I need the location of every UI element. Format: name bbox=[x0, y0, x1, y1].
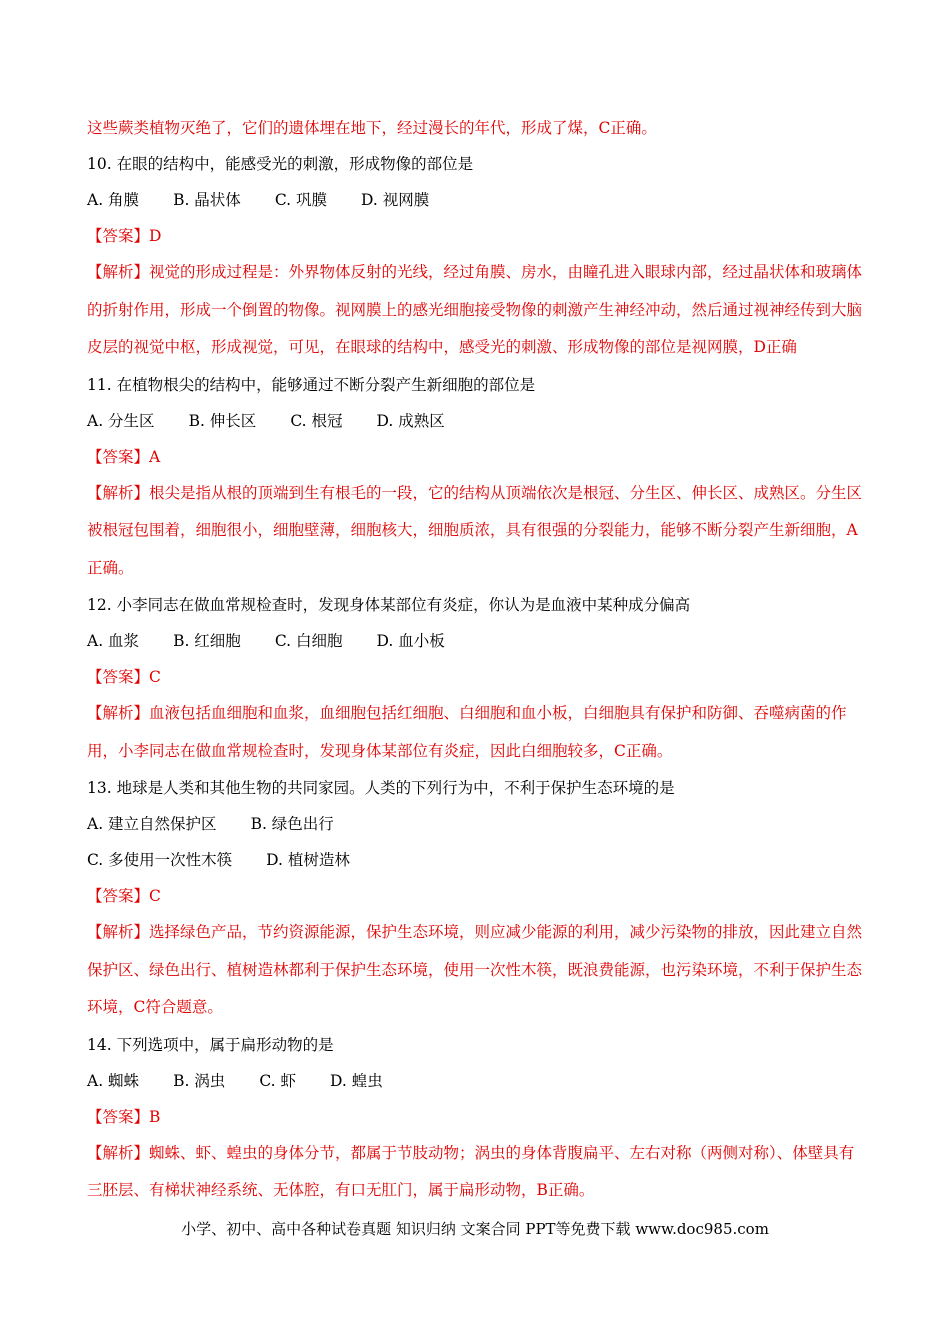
option: D. 成熟区 bbox=[376, 411, 445, 430]
question-13-options-row2 bbox=[87, 842, 867, 878]
option: B. 伸长区 bbox=[188, 411, 257, 430]
question-11: 11. 在植物根尖的结构中，能够通过不断分裂产生新细胞的部位是 bbox=[87, 375, 536, 394]
option: A. 血浆 bbox=[87, 632, 140, 650]
answer-14: 【答案】B bbox=[87, 1107, 161, 1126]
answer-12: 【答案】C bbox=[87, 668, 161, 686]
explanation-14: 【解析】蜘蛛、虾、蝗虫的身体分节，都属于节肢动物；涡虫的身体背腹扁平、左右对称（两侧对称）、体壁具有三胚层、有梯状神经系统、无体腔，有口无肛门，属于扁形动物，B正确。 bbox=[87, 1143, 855, 1199]
option: B. 绿色出行 bbox=[250, 815, 334, 833]
option: D. 植树造林 bbox=[266, 851, 350, 869]
option: C. 白细胞 bbox=[274, 632, 343, 650]
option: A. 蜘蛛 bbox=[87, 1071, 140, 1090]
option: A. 角膜 bbox=[87, 191, 140, 209]
option: C. 多使用一次性木筷 bbox=[87, 851, 233, 869]
question-12: 12. 小李同志在做血常规检查时，发现身体某部位有炎症，你认为是血液中某种成分偏高 bbox=[87, 596, 691, 614]
option: D. 视网膜 bbox=[360, 191, 430, 209]
option: A. 分生区 bbox=[87, 411, 155, 430]
option: A. 建立自然保护区 bbox=[87, 815, 217, 833]
explanation-10: 【解析】视觉的形成过程是：外界物体反射的光线，经过角膜、房水，由瞳孔进入眼球内部，经过晶状体和玻璃体的折射作用，形成一个倒置的物像。视网膜上的感光细胞接受物像的刺激产生神经冲动，然后通过视神经传到大脑皮层的视觉中枢，形成视觉，可见，在眼球的结构中，感受光的刺激、形成物像的部位是视网膜，D正确 bbox=[87, 263, 863, 356]
answer-11: 【答案】A bbox=[87, 447, 161, 466]
option: B. 红细胞 bbox=[173, 632, 241, 650]
page-footer: 小学、初中、高中各种试卷真题 知识归纳 文案合同 PPT等免费下载 www.doc985.com bbox=[181, 1220, 769, 1238]
answer-10: 【答案】D bbox=[87, 227, 162, 245]
explanation-11: 【解析】根尖是指从根的顶端到生有根毛的一段，它的结构从顶端依次是根冠、分生区、伸长区、成熟区。分生区被根冠包围着，细胞很小，细胞壁薄，细胞核大，细胞质浓，具有很强的分裂能力，能够不断分裂产生新细胞，A正确。 bbox=[87, 483, 863, 577]
question-10: 10. 在眼的结构中，能感受光的刺激，形成物像的部位是 bbox=[87, 155, 474, 173]
option: C. 虾 bbox=[259, 1071, 296, 1090]
question-13-options-row1 bbox=[87, 806, 867, 842]
answer-13: 【答案】C bbox=[87, 887, 161, 905]
option: C. 根冠 bbox=[290, 411, 343, 430]
option: D. 蝗虫 bbox=[329, 1071, 383, 1090]
option: B. 涡虫 bbox=[173, 1071, 226, 1090]
text-line: 这些蕨类植物灭绝了，它们的遗体埋在地下，经过漫长的年代，形成了煤，C正确。 bbox=[87, 119, 657, 137]
option: C. 巩膜 bbox=[274, 191, 327, 209]
question-14: 14. 下列选项中，属于扁形动物的是 bbox=[87, 1035, 334, 1054]
question-13: 13. 地球是人类和其他生物的共同家园。人类的下列行为中，不利于保护生态环境的是 bbox=[87, 779, 675, 797]
option: B. 晶状体 bbox=[173, 191, 241, 209]
document-page bbox=[87, 110, 867, 1210]
question-11-options bbox=[87, 403, 867, 439]
explanation-13: 【解析】选择绿色产品，节约资源能源，保护生态环境，则应减少能源的利用，减少污染物的排放，因此建立自然保护区、绿色出行、植树造林都利于保护生态环境，使用一次性木筷，既浪费能源，也污染环境，不利于保护生态环境，C符合题意。 bbox=[87, 923, 863, 1016]
explanation-12: 【解析】血液包括血细胞和血浆，血细胞包括红细胞、白细胞和血小板，白细胞具有保护和防御、吞噬病菌的作用，小李同志在做血常规检查时，发现身体某部位有炎症，因此白细胞较多，C正确。 bbox=[87, 704, 847, 760]
question-12-options bbox=[87, 623, 867, 659]
option: D. 血小板 bbox=[376, 632, 445, 650]
question-14-options bbox=[87, 1063, 867, 1099]
question-10-options bbox=[87, 182, 867, 218]
